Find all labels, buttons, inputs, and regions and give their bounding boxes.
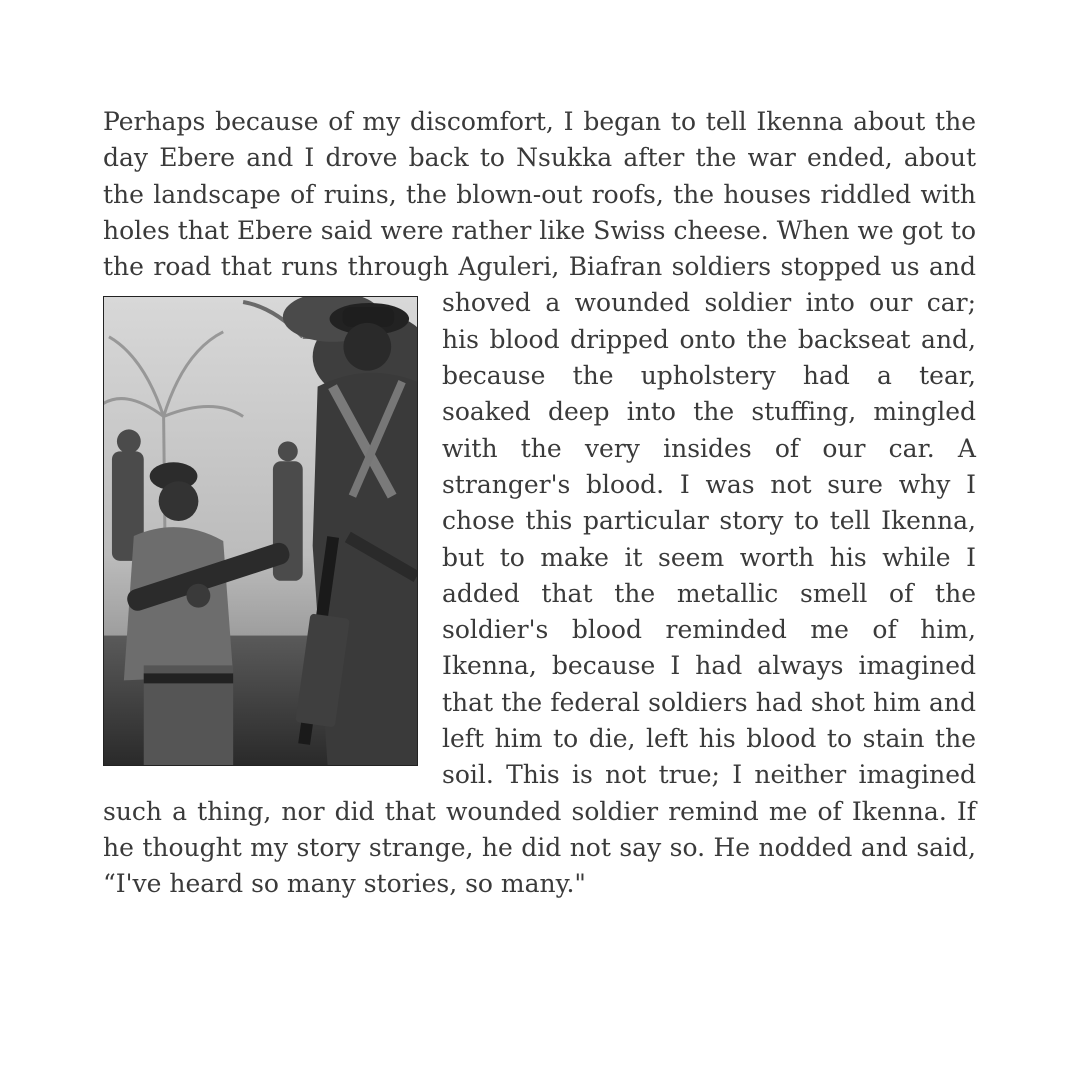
soldiers-photo-image [104,297,417,765]
passage-text: Perhaps because of my discomfort, I began to tell Ikenna about the day Ebere and I drove back to Nsukka after the war ended, about the landscape of ruins, the blown-out roofs, the houses riddled with holes that Ebere said were rather like Swiss cheese. When we got to the road that runs through Aguleri, Biafran soldiers stopped us and shoved a wounded soldier into our car; his blood dripped onto the backseat and, because the upholstery had a tear, soaked deep into the stuffing, mingled with the very insides of our car. A stranger's blood. I was not sure why I chose this particular story to tell Ikenna, but to make it seem worth his while I added that the metallic smell of the soldier's blood reminded me of him, Ikenna, because I had always imagined that the federal soldiers had shot him and left him to die, left his blood to stain the soil. This is not true; I neither imagined such a thing, nor did that wounded soldier remind me of Ikenna. If he thought my story strange, he did not say so. He nodded and said, “I've heard so many stories, so many." [103,107,976,899]
soldiers-photo [103,296,418,766]
document-page [103,104,976,903]
